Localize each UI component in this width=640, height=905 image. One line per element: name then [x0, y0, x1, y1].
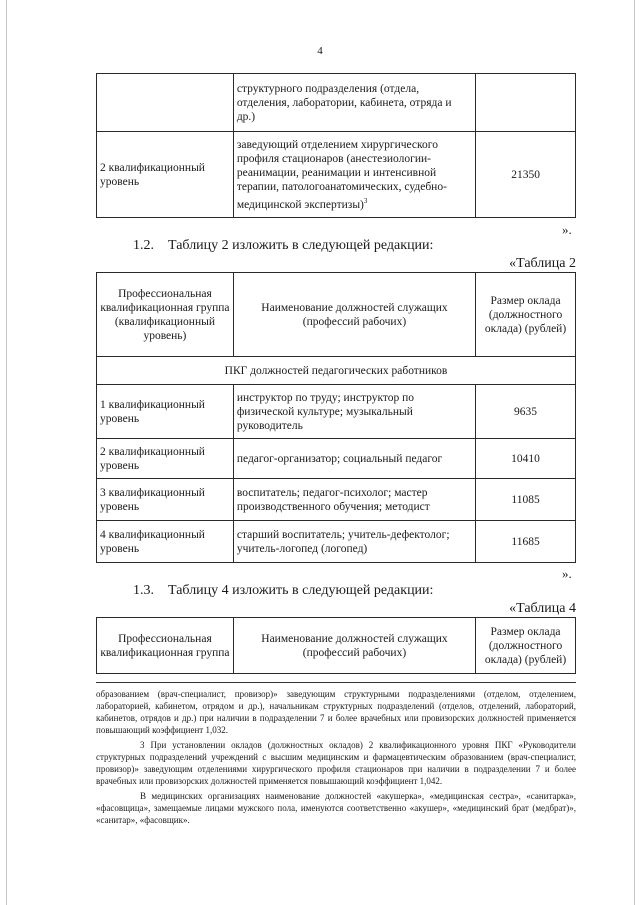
level-cell — [97, 74, 234, 132]
positions-cell: педагог-организатор; социальный педагог — [233, 439, 475, 479]
table-2-close-quote: ». — [562, 566, 572, 581]
section-text: Таблицу 2 изложить в следующей редакции: — [168, 238, 434, 253]
footnote-names: В медицинских организациях наименование должностей «акушерка», «медицинская сестра», «санитарка», «фасовщица», замещаемые лицами мужского пола, именуются соответственно «акушер», «медицинский брат (медбрат)», «санитар», «фасовщик». — [96, 791, 576, 825]
salary-cell: 11085 — [476, 479, 576, 521]
level-cell: 1 квалификационный уровень — [97, 385, 234, 439]
footnote-separator — [96, 682, 576, 683]
table-row — [97, 132, 576, 218]
table-row — [97, 521, 576, 563]
positions-cell: инструктор по труду; инструктор по физической культуре; музыкальный руководитель — [233, 385, 475, 439]
table-row — [97, 439, 576, 479]
footnotes — [96, 688, 576, 829]
page-number: 4 — [317, 45, 323, 57]
table-group-row — [97, 357, 576, 385]
table-1-continuation — [96, 73, 576, 218]
table-header-row — [97, 273, 576, 357]
header-group: Профессиональная квалификационная группа — [97, 618, 234, 674]
table-row — [97, 74, 576, 132]
level-cell: 2 квалификационный уровень — [97, 439, 234, 479]
section-text: Таблицу 4 изложить в следующей редакции: — [168, 583, 434, 598]
salary-cell — [476, 74, 576, 132]
group-title: ПКГ должностей педагогических работников — [97, 357, 576, 385]
salary-cell: 10410 — [476, 439, 576, 479]
header-salary: Размер оклада (должностного оклада) (рублей) — [476, 618, 576, 674]
footnote-3: 3 При установлении окладов (должностных окладов) 2 квалификационного уровня ПКГ «Руководители структурных подразделений учреждений с высшим медицинским и фармацевтическим образованием (врач-специалист, провизор)» заведующим отделениями хирургического профиля стационаров при наличии в подразделении 7 и более врачебных или провизорских должностей применяется повышающий коэффициент 1,042. — [96, 740, 576, 786]
section-1-2 — [133, 238, 433, 254]
table-row — [97, 385, 576, 439]
table-1-close-quote: ». — [562, 222, 572, 237]
table-2-caption: «Таблица 2 — [509, 256, 576, 271]
header-salary: Размер оклада (должностного оклада) (рублей) — [476, 273, 576, 357]
salary-cell: 9635 — [476, 385, 576, 439]
table-4-caption: «Таблица 4 — [509, 601, 576, 616]
left-scan-edge — [6, 0, 7, 905]
section-1-3 — [133, 583, 433, 599]
table-row — [97, 479, 576, 521]
section-number: 1.3. — [133, 583, 154, 598]
positions-cell — [233, 132, 475, 218]
footnote-continuation: образованием (врач-специалист, провизор)» заведующим структурными подразделениями (отделом, отделением, лабораторией, кабинетом, отрядом и др.), начальникам структурных подразделений (отделов, отделений, лабораторий, кабинетов, отрядов и др.) при наличии в подразделении 7 и более врачебных или провизорских должностей применяется повышающий коэффициент 1,032. — [96, 689, 576, 735]
salary-cell: 21350 — [476, 132, 576, 218]
header-positions: Наименование должностей служащих (профессий рабочих) — [233, 618, 475, 674]
table-header-row — [97, 618, 576, 674]
salary-cell: 11685 — [476, 521, 576, 563]
level-cell: 4 квалификационный уровень — [97, 521, 234, 563]
header-group: Профессиональная квалификационная группа (квалификационный уровень) — [97, 273, 234, 357]
header-positions: Наименование должностей служащих (профессий рабочих) — [233, 273, 475, 357]
positions-cell: структурного подразделения (отдела, отделения, лаборатории, кабинета, отряда и др.) — [233, 74, 475, 132]
right-scan-edge — [634, 0, 635, 905]
positions-cell: старший воспитатель; учитель-дефектолог; учитель-логопед (логопед) — [233, 521, 475, 563]
positions-text: заведующий отделением хирургического профиля стационаров (анестезиологии-реанимации, реанимации и интенсивной терапии, патологоанатомических, судебно-медицинской экспертизы) — [236, 138, 447, 211]
level-cell: 2 квалификационный уровень — [97, 132, 234, 218]
section-number: 1.2. — [133, 238, 154, 253]
table-2 — [96, 272, 576, 563]
table-4 — [96, 617, 576, 674]
positions-cell: воспитатель; педагог-психолог; мастер производственного обучения; методист — [233, 479, 475, 521]
level-cell: 3 квалификационный уровень — [97, 479, 234, 521]
footnote-ref: 3 — [363, 196, 368, 205]
